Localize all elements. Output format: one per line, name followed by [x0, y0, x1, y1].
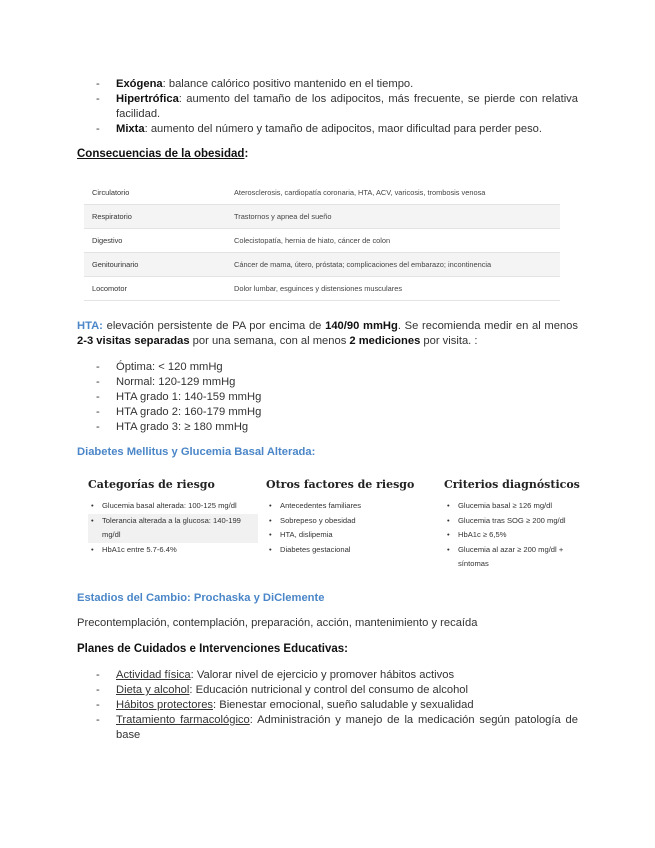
desc-exogena: : balance calórico positivo mantenido en el tiempo.	[162, 78, 414, 90]
estadios-heading: Estadios del Cambio: Prochaska y DiClemente	[77, 592, 325, 604]
system-cell: Genitourinario	[84, 253, 226, 277]
list-dash: -	[96, 421, 100, 433]
column-item: • Glucemia al azar ≥ 200 mg/dl + síntomas	[444, 543, 594, 572]
consecuencias-title: Consecuencias de la obesidad	[77, 148, 245, 160]
column-item: • Diabetes gestacional	[266, 543, 436, 558]
system-cell: Digestivo	[84, 229, 226, 253]
list-item-dieta	[96, 683, 578, 698]
term-hipertrofica: Hipertrófica	[116, 93, 179, 105]
plan-desc-dieta: : Educación nutricional y control del consumo de alcohol	[189, 684, 468, 696]
table-row	[84, 205, 560, 229]
hta-text-3: por una semana, con al menos	[189, 335, 350, 347]
list-item	[96, 405, 262, 420]
list-item-hipertrofica	[96, 92, 578, 122]
plan-term-dieta: Dieta y alcohol	[116, 684, 190, 696]
hta-label: HTA:	[77, 320, 103, 332]
table-row	[84, 181, 560, 205]
desc-hipertrofica: : aumento del tamaño de los adipocitos, más frecuente, se pierde con relativa facilidad.	[116, 93, 578, 120]
diabetes-heading: Diabetes Mellitus y Glucemia Basal Alterada:	[77, 446, 316, 458]
list-item-exogena	[96, 77, 578, 92]
list-item	[96, 390, 262, 405]
list-dash: -	[96, 391, 100, 403]
hta-level-grado-1: HTA grado 1: 140-159 mmHg	[116, 391, 262, 403]
system-cell: Respiratorio	[84, 205, 226, 229]
consequence-cell: Colecistopatía, hernia de hiato, cáncer de colon	[226, 229, 560, 253]
column-item: • Sobrepeso y obesidad	[266, 514, 436, 529]
consecuencias-table	[84, 181, 560, 301]
column-item: • Glucemia tras SOG ≥ 200 mg/dl	[444, 514, 594, 529]
plan-desc-habitos: : Bienestar emocional, sueño saludable y sexualidad	[213, 699, 474, 711]
list-item	[96, 375, 236, 390]
consequence-cell: Cáncer de mama, útero, próstata; complicaciones del embarazo; incontinencia	[226, 253, 560, 277]
planes-heading: Planes de Cuidados e Intervenciones Educativas:	[77, 643, 348, 655]
column-item: • HbA1c entre 5.7-6.4%	[88, 543, 258, 558]
system-cell: Circulatorio	[84, 181, 226, 205]
hta-level-grado-2: HTA grado 2: 160-179 mmHg	[116, 406, 262, 418]
list-item-habitos	[96, 698, 578, 713]
column-item: • Tolerancia alterada a la glucosa: 140-199 mg/dl	[88, 514, 258, 543]
risk-column-otros	[266, 478, 436, 557]
plan-term-actividad: Actividad física	[116, 669, 191, 681]
column-title: Criterios diagnósticos	[444, 478, 580, 491]
hta-level-optima: Óptima: < 120 mmHg	[116, 361, 223, 373]
list-item	[96, 420, 249, 435]
column-title: Otros factores de riesgo	[266, 478, 415, 491]
list-dash: -	[96, 406, 100, 418]
list-item	[96, 360, 223, 375]
list-dash: -	[96, 684, 100, 696]
risk-column-categorias	[88, 478, 258, 557]
term-mixta: Mixta	[116, 123, 145, 135]
plan-desc-actividad: : Valorar nivel de ejercicio y promover hábitos activos	[190, 669, 455, 681]
table-row	[84, 229, 560, 253]
consequence-cell: Aterosclerosis, cardiopatía coronaria, HTA, ACV, varicosis, trombosis venosa	[226, 181, 560, 205]
list-dash: -	[96, 123, 100, 135]
system-cell: Locomotor	[84, 277, 226, 301]
list-item-actividad	[96, 668, 578, 683]
column-item: • Glucemia basal alterada: 100-125 mg/dl	[88, 499, 258, 514]
list-dash: -	[96, 714, 100, 726]
list-item-mixta	[96, 122, 578, 137]
term-exogena: Exógena	[116, 78, 163, 90]
list-item-tratamiento	[96, 713, 578, 743]
plan-term-habitos: Hábitos protectores	[116, 699, 214, 711]
hta-text-4: por visita. :	[420, 335, 478, 347]
hta-bold-visits: 2-3 visitas separadas	[77, 335, 190, 347]
consequence-cell: Trastornos y apnea del sueño	[226, 205, 560, 229]
list-dash: -	[96, 93, 100, 105]
column-item: • HbA1c ≥ 6,5%	[444, 528, 594, 543]
column-item: • Antecedentes familiares	[266, 499, 436, 514]
hta-text-2: . Se recomienda medir en al menos	[397, 320, 578, 332]
consequence-cell: Dolor lumbar, esguinces y distensiones musculares	[226, 277, 560, 301]
desc-mixta: : aumento del número y tamaño de adipocitos, maor dificultad para perder peso.	[144, 123, 542, 135]
column-item: • Glucemia basal ≥ 126 mg/dl	[444, 499, 594, 514]
list-dash: -	[96, 669, 100, 681]
hta-level-grado-3: HTA grado 3: ≥ 180 mmHg	[116, 421, 249, 433]
list-dash: -	[96, 376, 100, 388]
plan-desc-tratamiento: : Administración y manejo de la medicación según patología de base	[116, 714, 578, 741]
table-row	[84, 253, 560, 277]
list-dash: -	[96, 361, 100, 373]
table-row	[84, 277, 560, 301]
consecuencias-heading	[77, 148, 248, 160]
column-item: • HTA, dislipemia	[266, 528, 436, 543]
hta-bold-threshold: 140/90 mmHg	[325, 320, 398, 332]
hta-bold-measures: 2 mediciones	[349, 335, 421, 347]
column-title: Categorías de riesgo	[88, 478, 215, 491]
plan-term-tratamiento: Tratamiento farmacológico	[116, 714, 250, 726]
risk-column-criterios	[444, 478, 594, 572]
hta-text-1: elevación persistente de PA por encima de	[102, 320, 326, 332]
consecuencias-colon: :	[244, 148, 249, 160]
hta-paragraph	[77, 319, 578, 349]
list-dash: -	[96, 78, 100, 90]
hta-level-normal: Normal: 120-129 mmHg	[116, 376, 236, 388]
estadios-text: Precontemplación, contemplación, preparación, acción, mantenimiento y recaída	[77, 617, 478, 629]
list-dash: -	[96, 699, 100, 711]
